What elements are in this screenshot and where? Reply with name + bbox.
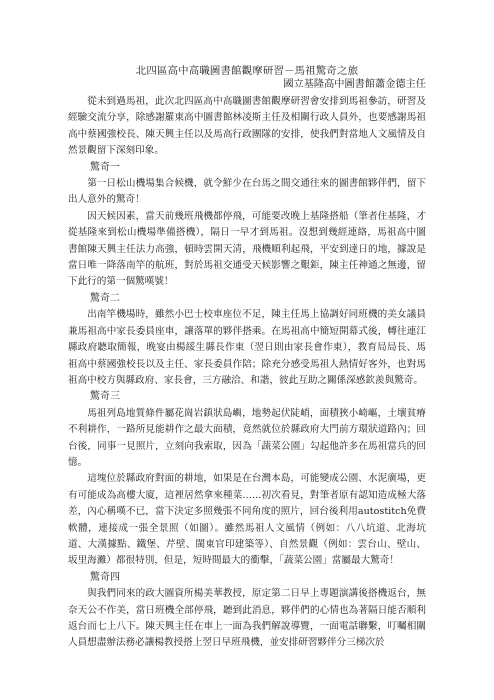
section-1-paragraph-1: 第一日松山機場集合候機，就令鮮少在台馬之間交通往來的圖書館夥伴們，留下出人意外的驚奇！ [68,178,426,206]
document-author: 國立基隆高中圖書館蕭金德主任 [283,79,426,90]
section-1-paragraph-2: 因天候因素，當天前幾班飛機都停飛，可能要改晚上基隆搭船（筆者住基隆，才從基隆來到松山機場準備搭機），隔日一早才到馬祖。沒想到幾經連絡，馬祖高中圖書館陳天興主任法力高強，頓時雲開天清，飛機順利起飛，平安到達日的地，據說是當日唯一降落南竿的航班，對於馬祖交通受天候影響之艱鉅，陳主任神通之無邊，留下此行的第一個驚嘆號！ [68,210,426,288]
intro-paragraph: 從未到過馬祖，此次北四區高中高職圖書館觀摩研習會安排到馬祖參訪，研習及經驗交流分享，除感謝羅東高中圖書館林凌斯主任及相關行政人員外，也要感謝馬祖高中蔡國強校長、陳天興主任以及馬高行政團隊的安排，使我們對當地人文風情及自然景觀留下深刻印象。 [68,96,426,157]
section-2-paragraph-1: 出南竿機場時，雖然小巴士校車座位不足，陳主任馬上協調好同班機的美女議員兼馬祖高中家長委員座車，讓落單的夥伴搭乘。在馬祖高中簡短開幕式後，轉往連江縣政府聽取簡報，晚宴由楊綏生縣長作東（翌日則由家長會作東），教育局局長、馬祖高中蔡國強校長以及主任、家長委員作陪；除充分感受馬祖人熱情好客外，也對馬祖高中校方與縣政府、家長會，三方融洽、和諧，彼此互助之關係深感欽羨與驚奇。 [68,309,426,386]
section-4-paragraph-1: 與我們同來的政大圖資所楊美華教授，原定第二日早上專題演講後搭機返台，無奈天公不作美，當日班機全部停飛，聽到此消息，夥伴們的心情也為著隔日能否順利返台而七上八下。陳天興主任在車上一面為我們解說導覽，一面電話聯繫，叮囑相關人員想盡辦法務必讓楊教授搭上翌日早班飛機，並安排研習夥伴分三梯次於 [68,588,426,649]
section-heading-4: 驚奇四 [90,571,120,583]
document-title: 北四區高中高職圖書館觀摩研習－馬祖驚奇之旅 [135,65,359,77]
section-heading-1: 驚奇一 [90,161,120,173]
section-heading-2: 驚奇二 [90,292,120,304]
section-heading-3: 驚奇三 [90,391,120,403]
section-3-paragraph-2: 這塊位於縣政府對面的耕地，如果是在台灣本島，可能變成公園、水泥廣場，更有可能成為高樓大廈，這裡居然拿來種菜……初次看見，對筆者原有認知造成極大落差，內心稱嘆不已，當下決定多照幾張不同角度的照片，回台後利用autostitch免費軟體，連接成一張全景照（如圖）。雖然馬祖人文風情（例如：八八坑道、北海坑道、大漢據點、鐵堡、芹壁、閩東官印建築等）、自然景觀（例如：雲台山、壁山、坂里海灘）都很特別，但是，短時間最大的衝擊，「蔬菜公園」當屬最大驚奇！ [68,473,426,567]
section-3-paragraph-1: 馬祖列島地質條件屬花崗岩鎮狀島嶼，地勢起伏陡峭，面積狹小崎嶇，土壤貧瘠不利耕作，一路所見能耕作之最大面積，竟然就位於縣政府大門前方環狀道路內；回台後，同事一見照片，立刻向我索取，因為「蔬菜公園」勾起他許多在馬祖當兵的回憶。 [68,407,426,468]
